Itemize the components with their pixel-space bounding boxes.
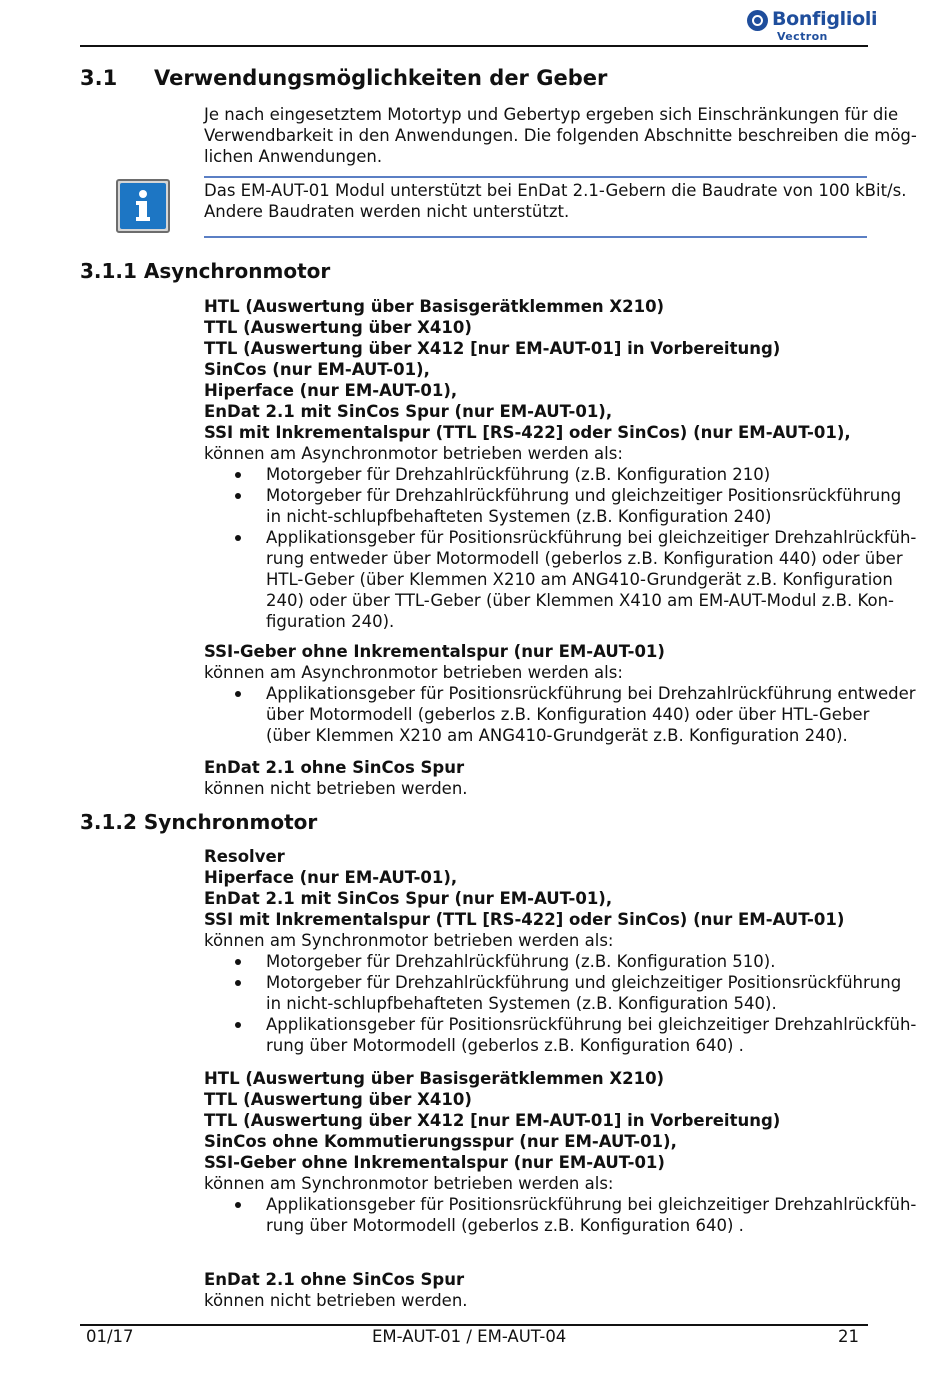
info-note bbox=[204, 180, 907, 222]
brand-logo bbox=[745, 8, 878, 44]
list-item bbox=[204, 485, 902, 527]
encoder-type: SSI-Geber ohne Inkrementalspur (nur EM-AUT-01) bbox=[204, 1153, 665, 1172]
list-item-line: Applikationsgeber für Positionsrückführung bei gleichzeitiger Drehzahlrückfüh- bbox=[266, 1195, 917, 1214]
bullet-icon bbox=[235, 980, 241, 986]
encoder-type: Resolver bbox=[204, 847, 285, 866]
encoder-type: TTL (Auswertung über X412 [nur EM-AUT-01] in Vorbereitung) bbox=[204, 1111, 781, 1130]
bullet-icon bbox=[235, 1022, 241, 1028]
encoder-type: Hiperface (nur EM-AUT-01), bbox=[204, 868, 458, 887]
list-item bbox=[204, 972, 902, 1014]
list-item bbox=[204, 1194, 917, 1236]
encoder-type: SSI mit Inkrementalspur (TTL [RS-422] oder SinCos) (nur EM-AUT-01) bbox=[204, 910, 845, 929]
list-item bbox=[204, 464, 867, 485]
async-group-1-list bbox=[204, 464, 917, 632]
usage-lead: können am Synchronmotor betrieben werden als: bbox=[204, 931, 614, 950]
usage-lead: können am Asynchronmotor betrieben werden als: bbox=[204, 444, 623, 463]
subsection-heading-sync: 3.1.2 Synchronmotor bbox=[80, 810, 318, 834]
list-item-line: figuration 240). bbox=[266, 612, 395, 631]
list-item bbox=[204, 1014, 917, 1056]
encoder-type: TTL (Auswertung über X412 [nur EM-AUT-01] in Vorbereitung) bbox=[204, 339, 781, 358]
subsection-heading-async: 3.1.1 Asynchronmotor bbox=[80, 259, 331, 283]
section-number: 3.1 bbox=[80, 66, 118, 90]
intro-line: lichen Anwendungen. bbox=[204, 147, 383, 166]
footer-date: 01/17 bbox=[86, 1327, 134, 1346]
info-rule-top bbox=[204, 176, 867, 178]
encoder-type: EnDat 2.1 ohne SinCos Spur bbox=[204, 758, 465, 777]
list-item-line: (über Klemmen X210 am ANG410-Grundgerät z.B. Konfiguration 240). bbox=[266, 726, 848, 745]
list-item-line: über Motormodell (geberlos z.B. Konfiguration 440) oder über HTL-Geber bbox=[266, 705, 870, 724]
encoder-type: EnDat 2.1 mit SinCos Spur (nur EM-AUT-01), bbox=[204, 402, 613, 421]
intro-line: Verwendbarkeit in den Anwendungen. Die folgenden Abschnitte beschreiben die mög- bbox=[204, 126, 917, 145]
usage-lead: können nicht betrieben werden. bbox=[204, 1291, 468, 1310]
bonfiglioli-logo-icon bbox=[747, 10, 768, 31]
encoder-type: Hiperface (nur EM-AUT-01), bbox=[204, 381, 458, 400]
list-item-line: Motorgeber für Drehzahlrückführung und gleichzeitiger Positionsrückführung bbox=[266, 973, 902, 992]
info-line: Andere Baudraten werden nicht unterstützt. bbox=[204, 202, 570, 221]
usage-lead: können nicht betrieben werden. bbox=[204, 779, 468, 798]
info-line: Das EM-AUT-01 Modul unterstützt bei EnDat 2.1-Gebern die Baudrate von 100 kBit/s. bbox=[204, 181, 907, 200]
section-title: Verwendungsmöglichkeiten der Geber bbox=[154, 66, 608, 90]
list-item-line: rung entweder über Motormodell (geberlos z.B. Konfiguration 440) oder über bbox=[266, 549, 903, 568]
sync-group-2 bbox=[204, 1068, 917, 1236]
brand-name: Bonfiglioli bbox=[772, 8, 878, 30]
bullet-icon bbox=[235, 472, 241, 478]
page-number: 21 bbox=[838, 1327, 859, 1346]
list-item bbox=[204, 527, 917, 632]
list-item-line: rung über Motormodell (geberlos z.B. Konfiguration 640) . bbox=[266, 1216, 744, 1235]
bullet-icon bbox=[235, 1202, 241, 1208]
sync-group-3 bbox=[204, 1269, 867, 1311]
footer-rule bbox=[80, 1324, 868, 1326]
async-group-2 bbox=[204, 641, 916, 746]
header-rule bbox=[80, 45, 868, 47]
bullet-icon bbox=[235, 691, 241, 697]
list-item-line: Applikationsgeber für Positionsrückführung bei gleichzeitiger Drehzahlrückfüh- bbox=[266, 528, 917, 547]
list-item-line: HTL-Geber (über Klemmen X210 am ANG410-Grundgerät z.B. Konfiguration bbox=[266, 570, 893, 589]
list-item bbox=[204, 951, 867, 972]
list-item-line: in nicht-schlupfbehafteten Systemen (z.B. Konfiguration 540). bbox=[266, 994, 777, 1013]
intro-paragraph bbox=[204, 104, 917, 167]
encoder-type: TTL (Auswertung über X410) bbox=[204, 318, 472, 337]
brand-subname: Vectron bbox=[777, 30, 828, 43]
info-icon bbox=[116, 179, 170, 233]
bullet-icon bbox=[235, 493, 241, 499]
list-item-line: Motorgeber für Drehzahlrückführung und gleichzeitiger Positionsrückführung bbox=[266, 486, 902, 505]
list-item-line: rung über Motormodell (geberlos z.B. Konfiguration 640) . bbox=[266, 1036, 744, 1055]
list-item-line: Motorgeber für Drehzahlrückführung (z.B. Konfiguration 510). bbox=[266, 952, 776, 971]
encoder-type: SSI mit Inkrementalspur (TTL [RS-422] oder SinCos) (nur EM-AUT-01), bbox=[204, 423, 851, 442]
encoder-type: TTL (Auswertung über X410) bbox=[204, 1090, 472, 1109]
list-item-line: 240) oder über TTL-Geber (über Klemmen X410 am EM-AUT-Modul z.B. Kon- bbox=[266, 591, 894, 610]
usage-lead: können am Synchronmotor betrieben werden als: bbox=[204, 1174, 614, 1193]
async-group-1 bbox=[204, 296, 867, 464]
async-group-3 bbox=[204, 757, 867, 799]
intro-line: Je nach eingesetztem Motortyp und Gebertyp ergeben sich Einschränkungen für die bbox=[204, 105, 899, 124]
list-item-line: Applikationsgeber für Positionsrückführung bei Drehzahlrückführung entweder bbox=[266, 684, 916, 703]
list-item-line: in nicht-schlupfbehafteten Systemen (z.B. Konfiguration 240) bbox=[266, 507, 772, 526]
encoder-type: HTL (Auswertung über Basisgerätklemmen X210) bbox=[204, 297, 665, 316]
list-item-line: Motorgeber für Drehzahlrückführung (z.B. Konfiguration 210) bbox=[266, 465, 771, 484]
list-item-line: Applikationsgeber für Positionsrückführung bei gleichzeitiger Drehzahlrückfüh- bbox=[266, 1015, 917, 1034]
encoder-type: EnDat 2.1 ohne SinCos Spur bbox=[204, 1270, 465, 1289]
sync-group-1 bbox=[204, 846, 917, 1056]
bullet-icon bbox=[235, 535, 241, 541]
bullet-icon bbox=[235, 959, 241, 965]
footer-title: EM-AUT-01 / EM-AUT-04 bbox=[372, 1327, 567, 1346]
encoder-type: HTL (Auswertung über Basisgerätklemmen X210) bbox=[204, 1069, 665, 1088]
section-heading bbox=[80, 66, 607, 90]
encoder-type: SinCos ohne Kommutierungsspur (nur EM-AUT-01), bbox=[204, 1132, 677, 1151]
encoder-type: SSI-Geber ohne Inkrementalspur (nur EM-AUT-01) bbox=[204, 642, 665, 661]
encoder-type: SinCos (nur EM-AUT-01), bbox=[204, 360, 430, 379]
list-item bbox=[204, 683, 916, 746]
usage-lead: können am Asynchronmotor betrieben werden als: bbox=[204, 663, 623, 682]
info-rule-bottom bbox=[204, 236, 867, 238]
encoder-type: EnDat 2.1 mit SinCos Spur (nur EM-AUT-01), bbox=[204, 889, 613, 908]
